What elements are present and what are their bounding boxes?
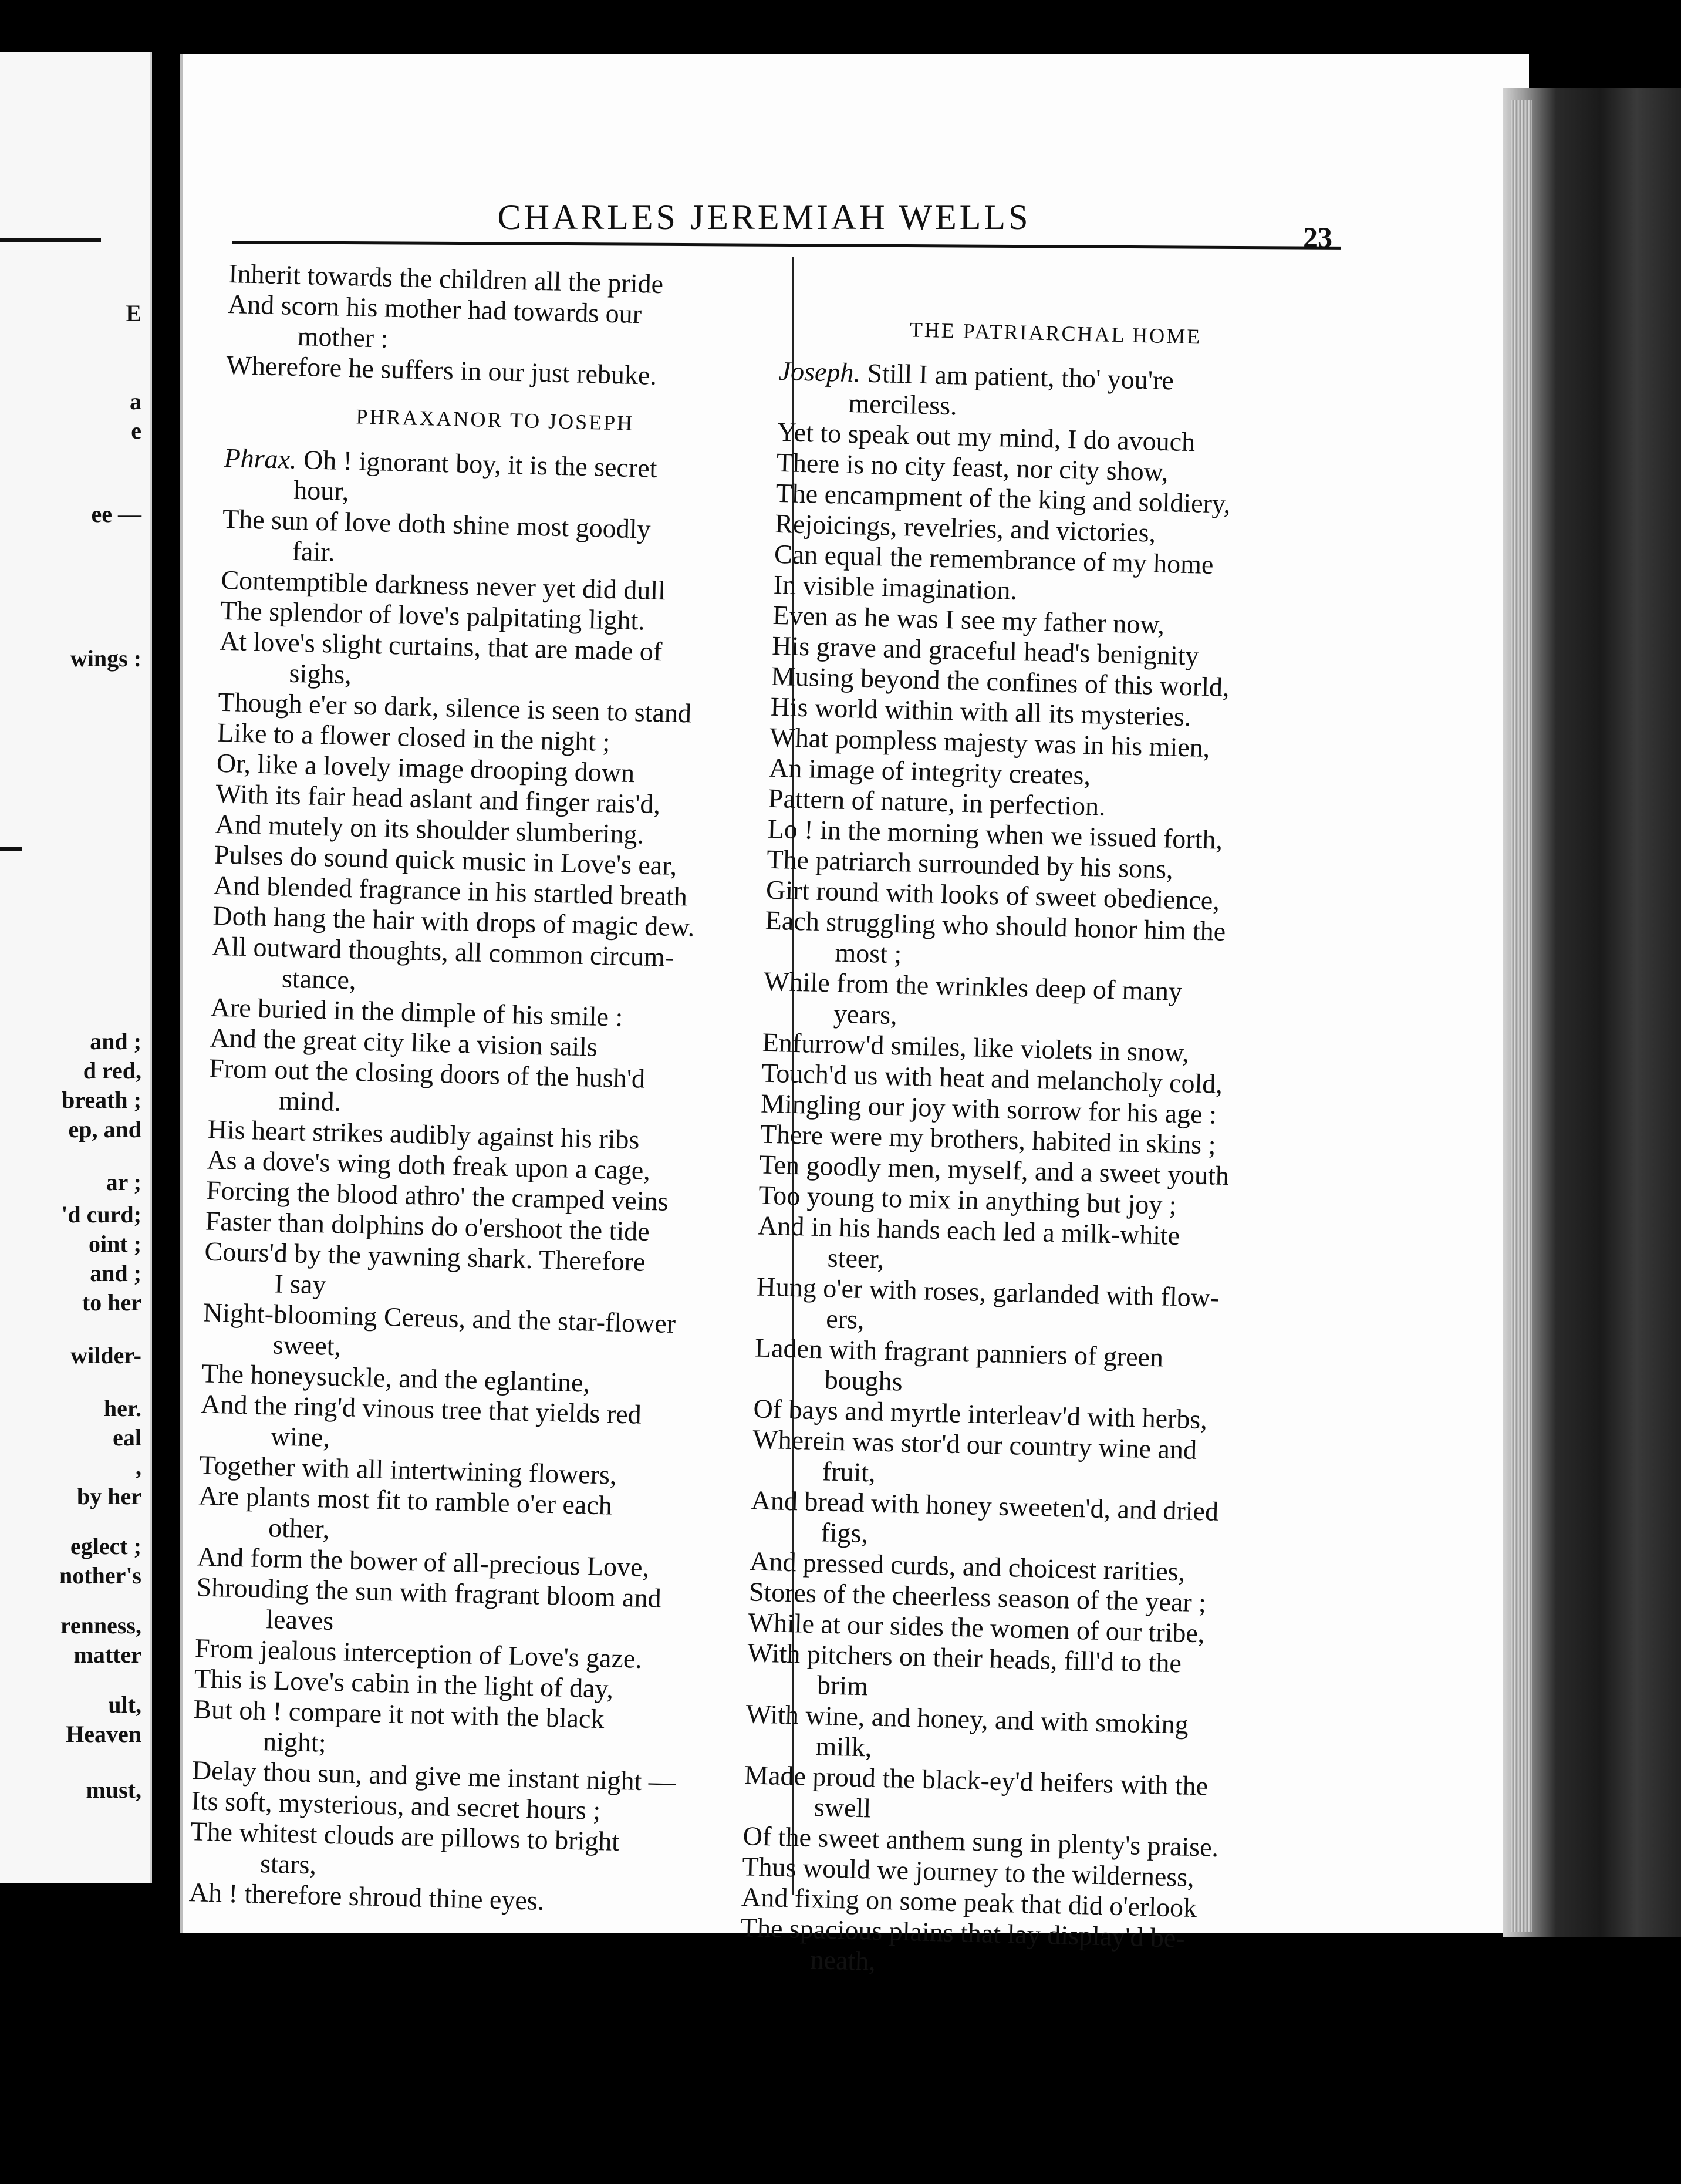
speaker-line-text: Oh ! ignorant boy, it is the secret [296,444,658,483]
poem-line: What pompless majesty was in his mien, [769,722,1210,763]
facing-page-line: and ; [90,1028,141,1054]
poem-line: most ; [834,937,902,969]
poem-line: Of the sweet anthem sung in plenty's praise. [742,1821,1219,1863]
poem-line: Yet to speak out my mind, I do avouch [777,416,1196,457]
poem-line: The patriarch surrounded by his sons, [766,844,1174,884]
facing-page-line: breath ; [62,1087,141,1113]
facing-page-line: E [126,300,141,326]
poem-lines [188,473,763,1921]
poem-line: Contemptible darkness never yet did dull [221,564,666,606]
poem-line: Each struggling who should honor him the [765,905,1226,946]
poem-line: boughs [824,1364,903,1397]
poem-line: swell [814,1792,872,1824]
poem-line: Inherit towards the children all the pride [228,258,664,299]
poem-line: The splendor of love's palpitating light. [220,595,646,636]
poem-line: Wherefore he suffers in our just rebuke. [225,349,657,390]
facing-page-line: eglect ; [70,1533,141,1559]
facing-page-line: 'd curd; [61,1201,141,1228]
poem-line: I say [274,1268,327,1300]
poem-line: Wherein was stor'd our country wine and [752,1424,1197,1465]
poem-line: The spacious plains that lay display'd be- [740,1912,1186,1953]
poem-line: Its soft, mysterious, and secret hours ; [191,1785,601,1826]
poem-line: The encampment of the king and soldiery, [775,477,1231,519]
poem-line: And form the bower of all-precious Love, [197,1541,650,1583]
poem-line: Stores of the cheerless season of the year ; [748,1576,1207,1618]
poem-line: His grave and graceful head's benignity [771,630,1200,671]
facing-page-line: matter [73,1642,141,1668]
poem-line: Ten goodly men, myself, and a sweet youth [759,1149,1230,1191]
facing-page-line: her. [103,1395,141,1421]
facing-page-line: by her [77,1483,141,1509]
poem-line: Even as he was I see my father now, [772,599,1165,640]
poem-line: fruit, [822,1456,876,1488]
poem-line: Laden with fragrant panniers of green [754,1332,1164,1373]
facing-page-line: renness, [60,1612,141,1639]
poem-line: In visible imagination. [773,569,1018,605]
poem-line: Girt round with looks of sweet obedience, [765,874,1220,916]
poem-line: And in his hands each led a milk-white [757,1210,1180,1251]
section-heading-phraxanor: PHRAXANOR TO JOSEPH [356,405,634,435]
poem-line: The honeysuckle, and the eglantine, [201,1358,590,1398]
right-column [740,294,1332,1987]
poem-line: Can equal the remembrance of my home [774,538,1214,580]
facing-page-line: e [131,417,141,444]
poem-line: Touch'd us with heat and melancholy cold, [761,1057,1223,1099]
poem-line: wine, [270,1421,330,1452]
poem-line: And the ring'd vinous tree that yields red [200,1388,642,1430]
poem-line: stars, [259,1848,317,1880]
poem-line: Rejoicings, revelries, and victories, [774,508,1156,548]
facing-page-line: ult, [108,1691,141,1718]
poem-line: His world within with all its mysteries. [770,691,1192,732]
page-edges [1511,100,1532,1932]
running-head: CHARLES JEREMIAH WELLS [497,198,1031,237]
poem-line: The whitest clouds are pillows to bright [190,1816,620,1857]
opening-stanza [226,258,769,393]
speaker-name: Joseph. [778,355,861,388]
poem-line: At love's slight curtains, that are made of [219,625,663,667]
poem-line: night; [262,1726,327,1758]
poem-lines [740,386,1330,1987]
poem-line: Pulses do sound quick music in Love's ear, [214,839,677,881]
poem-line: There is no city feast, nor city show, [776,447,1169,487]
facing-page-line: oint ; [89,1231,141,1257]
facing-page-line: ar ; [106,1169,141,1195]
poem-line: years, [833,998,898,1030]
poem-line: An image of integrity creates, [768,752,1091,791]
facing-page-fragment [0,52,152,1883]
facing-page-rule [0,238,101,242]
poem-line: Lo ! in the morning when we issued forth, [767,813,1223,855]
poem-line: hour, [293,474,349,507]
speaker-name: Phrax. [224,442,298,474]
poem-line: But oh ! compare it not with the black [193,1694,605,1734]
facing-page-line: a [130,388,141,414]
poem-line: The sun of love doth shine most goodly [222,503,652,544]
facing-page-rule-short [0,847,22,851]
poem-line: leaves [265,1604,334,1636]
poem-line: Though e'er so dark, silence is seen to stand [217,686,692,729]
poem-line: And the great city like a vision sails [209,1022,598,1062]
poem-line: other, [268,1512,330,1544]
facing-page-line: wings : [70,645,141,672]
poem-line: Like to a flower closed in the night ; [217,717,611,757]
poem-line: Mingling our joy with sorrow for his age : [760,1088,1217,1130]
facing-page-line: d red, [83,1057,141,1084]
poem-line: There were my brothers, habited in skins ; [760,1118,1217,1160]
facing-page-line: to her [82,1289,141,1316]
poem-line: As a dove's wing doth freak upon a cage, [206,1144,651,1185]
poem-line: With pitchers on their heads, fill'd to the [747,1637,1182,1679]
poem-line: Hung o'er with roses, garlanded with flow- [756,1271,1220,1313]
poem-line: And blended fragrance in his startled breath [213,869,688,912]
poem-line: stance, [281,963,357,995]
poem-line: Of bays and myrtle interleav'd with herbs, [752,1393,1208,1435]
facing-page-line: must, [86,1777,141,1803]
facing-page-line: ep, and [68,1116,141,1142]
section-heading-patriarchal-home: THE PATRIARCHAL HOME [909,318,1202,349]
poem-line: With wine, and honey, and with smoking [745,1698,1189,1740]
poem-line: Together with all intertwining flowers, [199,1450,617,1490]
poem-line: And pressed curds, and choicest rarities, [749,1546,1186,1587]
page-number: 23 [1303,221,1332,254]
poem-line: mind. [278,1085,342,1117]
poem-line: Delay thou sun, and give me instant night — [191,1755,676,1797]
poem-line: neath, [810,1944,876,1976]
facing-page-line: eal [113,1424,141,1451]
poem-line: Made proud the black-ey'd heifers with the [744,1760,1209,1801]
poem-line: Enfurrow'd smiles, like violets in snow, [762,1027,1190,1068]
poem-line: mother : [297,321,389,353]
poem-line: While from the wrinkles deep of many [763,966,1183,1007]
poem-line: Are plants most fit to ramble o'er each [198,1480,613,1521]
poem-line: While at our sides the women of our tribe, [748,1607,1206,1649]
facing-page-line: , [136,1454,141,1480]
poem-line: Shrouding the sun with fragrant bloom and [196,1572,662,1613]
poem-line: Night-blooming Cereus, and the star-flower [202,1297,676,1339]
poem-line: Musing beyond the confines of this world, [771,660,1230,702]
poem-line: Faster than dolphins do o'ershoot the tide [205,1205,650,1246]
poem-line: brim [816,1670,869,1701]
facing-page-line: and ; [90,1260,141,1286]
left-column [188,258,768,1921]
poem-line: Or, like a lovely image drooping down [216,747,635,788]
poem-line: Pattern of nature, in perfection. [768,783,1106,821]
facing-page-line: Heaven [66,1721,141,1747]
poem-line: And mutely on its shoulder slumbering. [214,808,644,850]
poem-line: Too young to mix in anything but joy ; [758,1179,1177,1220]
poem-line: Forcing the blood athro' the cramped veins [205,1175,669,1216]
poem-line: From out the closing doors of the hush'd [208,1053,646,1094]
poem-line: Doth hang the hair with drops of magic dew. [212,900,696,942]
poem-line: Cours'd by the yawning shark. Therefore [204,1236,646,1277]
poem-line: ers, [825,1303,865,1334]
poem-line: All outward thoughts, all common circum- [211,931,674,972]
facing-page-line: wilder- [70,1342,141,1369]
poem-line: figs, [820,1517,869,1549]
poem-line: His heart strikes audibly against his ribs [207,1114,640,1155]
poem-line: And scorn his mother had towards our [227,288,642,329]
facing-page-line: nother's [59,1562,141,1589]
poem-line: Are buried in the dimple of his smile : [210,992,623,1032]
poem-line: This is Love's cabin in the light of day, [194,1663,614,1704]
poem-line: Ah ! therefore shroud thine eyes. [188,1877,545,1916]
poem-line: And fixing on some peak that did o'erlook [741,1882,1197,1923]
poem-line: From jealous interception of Love's gaze. [194,1633,643,1674]
poem-line: milk, [815,1731,873,1762]
poem-line: With its fair head aslant and finger rais'd, [215,778,661,820]
poem-line: And bread with honey sweeten'd, and dried [751,1485,1219,1526]
speaker-line-text: Still I am patient, tho' you're [860,358,1174,396]
facing-page-line: ee — [91,501,141,527]
poem-line: sweet, [272,1329,342,1361]
poem-line: sighs, [289,658,352,690]
poem-line: merciless. [848,387,958,421]
poem-line: steer, [827,1242,885,1274]
poem-line: Thus would we journey to the wilderness, [741,1851,1195,1893]
poem-line: fair. [292,535,336,567]
